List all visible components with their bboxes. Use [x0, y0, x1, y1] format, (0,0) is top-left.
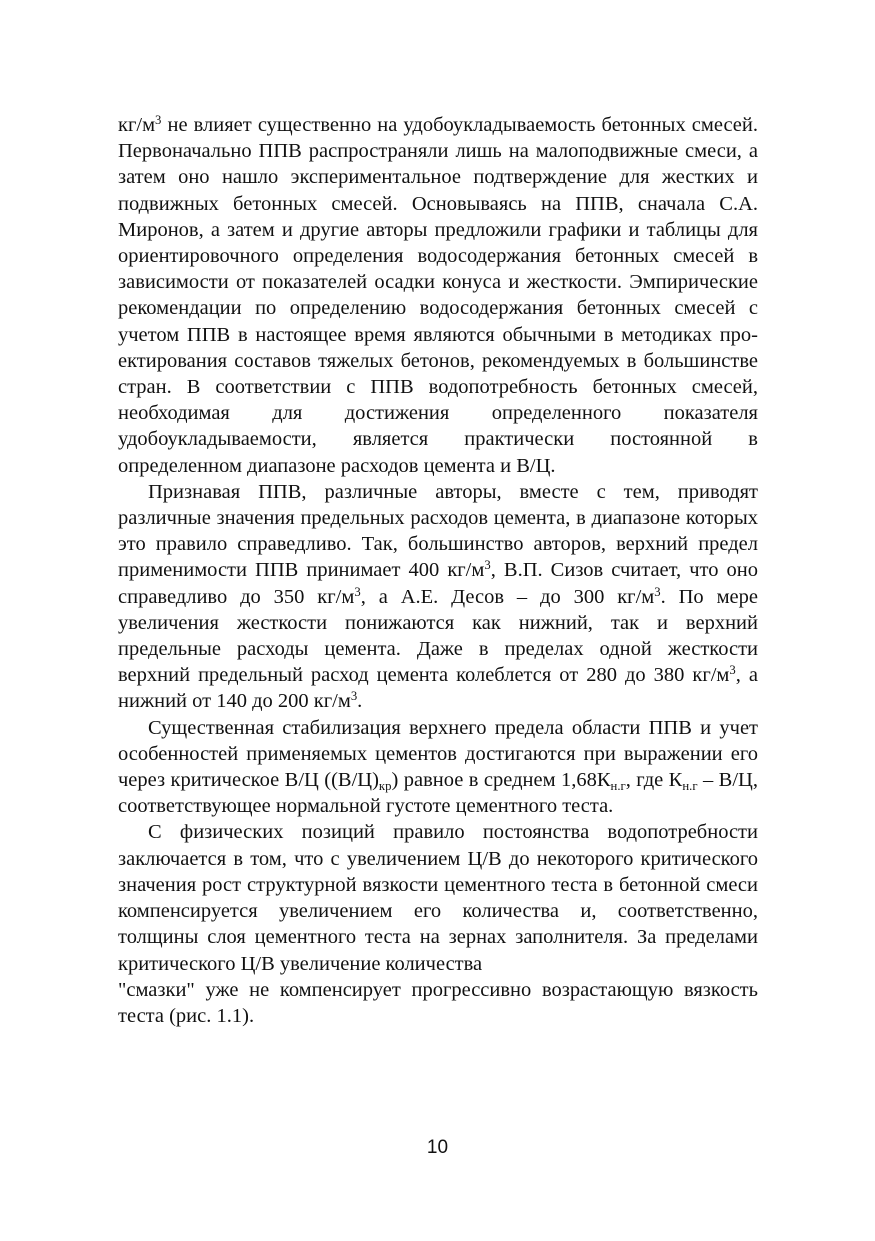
- subscript: н.г: [610, 778, 626, 793]
- superscript: 3: [729, 663, 736, 678]
- text-segment: , а нижний от 140 до 200 кг/м: [118, 664, 758, 713]
- text-segment: , В.П. Сизов считает, что оно справедливо до 350 кг/м: [118, 559, 759, 608]
- text-segment: .: [357, 690, 363, 713]
- subscript: кр: [378, 778, 392, 793]
- text-segment: не влияет существенно на удобоукладываемость бетонных смесей. Первоначально ППВ распространяли лишь на малоподвижные смеси, а затем оно нашло экспериментальное подтверждение для жестких и подвижных бетонных смесей. Основываясь на ППВ, сначала С.А. Миронов, а затем и другие авторы предложили графики и таблицы для ориентировочного определения водосодержания бетонных смесей в зависимости от показателей осадки конуса и жесткости. Эмпирические рекомендации по определению водосодержания бетонных смесей с учетом ППВ в настоящее время являются обычными в методиках проектирования составов тяжелых бетонов, рекомендуемых в большинстве стран. В соответствии с ППВ водопотребность бетонных смесей, необходимая для достижения определенного показателя удобоукладываемости, является практически постоянной в определенном диапазоне расходов цемента и В/Ц.: [118, 114, 758, 477]
- text-segment: "смазки" уже не компенсирует прогрессивно возрастающую вязкость теста (рис. 1.1).: [118, 978, 758, 1027]
- paragraph-5: [118, 977, 758, 1029]
- paragraph-3: [118, 715, 758, 820]
- text-segment: . По мере увеличения жесткости понижаются как нижний, так и верхний предельные расходы цемента. Даже в пределах одной жесткости верхний предельный расход цемента колеблется от 280 до 380 кг/м: [118, 585, 758, 687]
- page-number: 10: [426, 1137, 449, 1158]
- superscript: 3: [350, 689, 358, 704]
- superscript: 3: [155, 113, 162, 128]
- text-segment: Признавая ППВ, различные авторы, вместе с тем, приводят различные значения предельных расходов цемента, в диапазоне которых это правило справедливо. Так, большинство авторов, верхний предел применимости ППВ принимает 400 кг/м: [118, 480, 758, 582]
- text-segment: ) равное в среднем 1,68К: [391, 769, 611, 792]
- text-segment: кг/м: [118, 114, 156, 136]
- subscript: н.г: [682, 778, 698, 793]
- paragraph-4: [118, 819, 758, 976]
- text-segment: Существенная стабилизация верхнего предела области ППВ и учет особенностей применяемых цементов достигаются при выражении его через критическое В/Ц ((В/Ц): [118, 716, 758, 792]
- superscript: 3: [484, 558, 491, 573]
- paragraph-2: [118, 479, 758, 715]
- superscript: 3: [354, 584, 361, 599]
- superscript: 3: [654, 584, 661, 599]
- text-segment: – В/Ц, соответствующее нормальной густоте цементного теста.: [118, 769, 758, 818]
- text-segment: , а А.Е. Десов – до 300 кг/м: [360, 585, 655, 608]
- document-page: [118, 112, 758, 1029]
- text-segment: , где К: [625, 769, 683, 792]
- text-segment: С физических позиций правило постоянства водопотребности заключается в том, что с увеличением Ц/В до некоторого критического значения рост структурной вязкости цементного теста в бетонной смеси компенсируется увеличением его количества и, соответственно, толщины слоя цементного теста на зернах заполнителя. За пределами критического Ц/В увеличение количества: [118, 821, 758, 975]
- paragraph-1: [118, 112, 758, 479]
